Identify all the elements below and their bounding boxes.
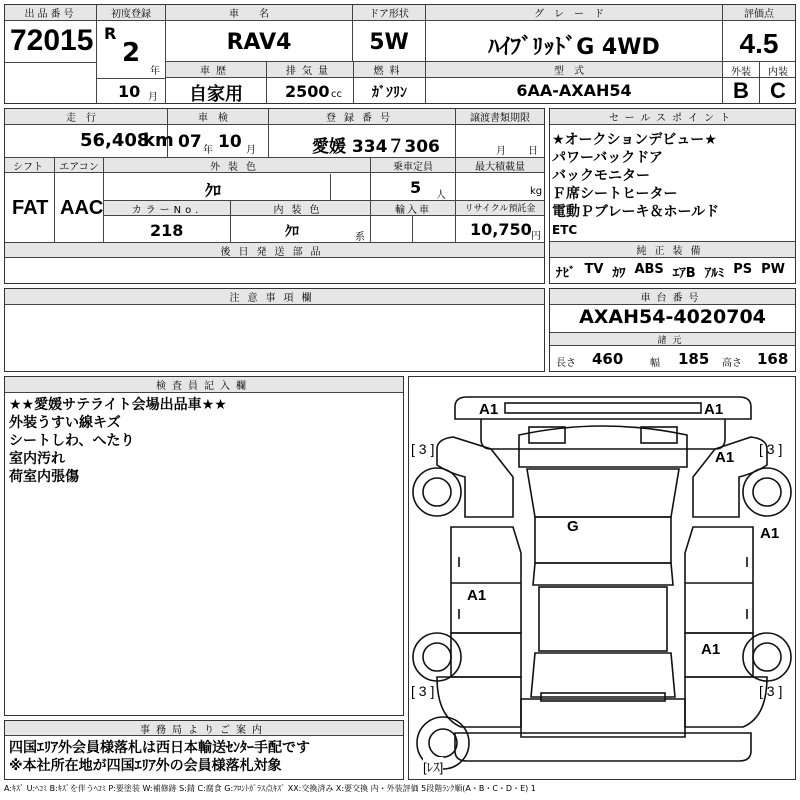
aircon-label: エアコン bbox=[55, 158, 103, 173]
era: R bbox=[104, 24, 117, 43]
specs-label: 諸元 bbox=[550, 332, 795, 346]
sales-points-label: セールスポイント bbox=[550, 109, 795, 125]
inspector-note: 室内汚れ bbox=[9, 451, 65, 467]
sales-point-item: ETC bbox=[552, 223, 578, 237]
damage-mark: G bbox=[567, 518, 579, 535]
car-name-label: 車名 bbox=[166, 5, 352, 21]
inspection-month-unit: 月 bbox=[246, 145, 256, 156]
sales-point-item: ★オークションデビュー★ bbox=[552, 132, 717, 148]
equipment-item: ﾅﾋﾞ bbox=[556, 266, 576, 281]
car-outline bbox=[409, 377, 795, 779]
office-label: 事務局よりご案内 bbox=[5, 721, 403, 736]
chassis-label: 車台番号 bbox=[550, 289, 795, 305]
damage-mark: A1 bbox=[701, 641, 721, 658]
capacity: 5 bbox=[410, 178, 422, 197]
damage-mark: A1 bbox=[715, 449, 735, 466]
exterior-label: 外装 bbox=[731, 67, 751, 78]
spare-tire-note: [ﾚｽ] bbox=[423, 757, 443, 776]
equipment-label: 純正装備 bbox=[550, 242, 795, 258]
sales-point-item: パワーバックドア bbox=[552, 150, 663, 166]
width-label: 幅 bbox=[650, 358, 660, 369]
chassis-number: AXAH54-4020704 bbox=[579, 306, 766, 328]
aircon: AAC bbox=[60, 197, 104, 219]
inspection-year: 07 bbox=[178, 132, 202, 152]
mileage-label: 走行 bbox=[5, 109, 167, 125]
equipment-item: PS bbox=[733, 262, 753, 277]
height: 168 bbox=[757, 350, 789, 368]
damage-mark: A1 bbox=[760, 525, 780, 542]
damage-mark: A1 bbox=[479, 401, 499, 418]
tire-depth: [ 3 ] bbox=[411, 683, 435, 699]
history-label: 車歴 bbox=[166, 62, 266, 77]
transfer-label: 譲渡書類期限 bbox=[456, 109, 544, 125]
recycle-label: リサイクル預託金 bbox=[456, 201, 544, 216]
shift: FAT bbox=[12, 197, 49, 219]
recycle-unit: 円 bbox=[531, 231, 541, 242]
car-condition-diagram bbox=[408, 376, 796, 780]
inspector-note: シートしわ、へたり bbox=[9, 433, 135, 449]
capacity-unit: 人 bbox=[436, 190, 446, 201]
inspection-month: 10 bbox=[218, 132, 242, 152]
inspection-label: 車検 bbox=[168, 109, 268, 125]
grade: ﾊｲﾌﾞﾘｯﾄﾞG 4WD bbox=[488, 35, 660, 60]
lot-number: 72015 bbox=[10, 24, 94, 57]
equipment-item: ABS bbox=[634, 262, 664, 277]
month-unit: 月 bbox=[148, 92, 158, 103]
equipment-item: PW bbox=[761, 262, 785, 277]
int-color: ｸﾛ bbox=[285, 224, 299, 240]
interior-label: 内装 bbox=[768, 67, 788, 78]
fuel: ｶﾞｿﾘﾝ bbox=[372, 85, 407, 101]
lot-label: 出品番号 bbox=[5, 5, 96, 21]
later-parts-label: 後日発送部品 bbox=[5, 243, 544, 258]
int-color-label: 内装色 bbox=[231, 201, 370, 216]
color-no: 218 bbox=[150, 221, 184, 240]
ext-color-label: 外装色 bbox=[104, 158, 370, 173]
inspection-year-unit: 年 bbox=[203, 145, 213, 156]
max-load-label: 最大積載量 bbox=[456, 158, 544, 173]
score-label: 評価点 bbox=[723, 5, 795, 21]
model: 6AA-AXAH54 bbox=[516, 81, 632, 100]
displacement-unit: cc bbox=[331, 89, 342, 100]
recycle: 10,750 bbox=[470, 220, 532, 239]
max-load-unit: kg bbox=[530, 186, 543, 197]
ext-color: ｸﾛ bbox=[205, 181, 222, 200]
tire-depth: [ 3 ] bbox=[411, 441, 435, 457]
transfer-month-unit: 月 bbox=[496, 146, 506, 157]
car-name: RAV4 bbox=[226, 30, 292, 55]
damage-mark: A1 bbox=[704, 401, 724, 418]
door-label: ドア形状 bbox=[353, 5, 425, 21]
sales-point-item: Ｆ席シートヒーター bbox=[552, 186, 678, 202]
inspector-label: 検査員記入欄 bbox=[5, 377, 403, 393]
length-label: 長さ bbox=[556, 358, 576, 369]
mileage-unit: km bbox=[143, 130, 174, 151]
sales-points-list bbox=[552, 131, 719, 239]
office-note: ※本社所在地が四国ｴﾘｱ外の会員様落札対象 bbox=[9, 758, 282, 774]
door: 5W bbox=[369, 30, 409, 55]
equipment-list bbox=[556, 262, 785, 281]
displacement: 2500 bbox=[285, 82, 330, 101]
transfer-day-unit: 日 bbox=[528, 146, 538, 157]
reg-month: 10 bbox=[118, 82, 141, 101]
height-label: 高さ bbox=[722, 358, 742, 369]
inspector-note: ★★愛媛サテライト会場出品車★★ bbox=[9, 397, 227, 413]
displacement-label: 排気量 bbox=[267, 62, 353, 77]
fuel-label: 燃料 bbox=[354, 62, 425, 77]
legend-text: A:ｷｽﾞ U:ﾍｺﾐ B:ｷｽﾞを伴うﾍｺﾐ P:要塗装 W:補修跡 S:錆 C:腐食 G:ﾌﾛﾝﾄｶﾞﾗｽ点ｷｽﾞ XX:交換済み X:要交換 内・外装評価 5段階ﾗﾝｸ順(A・B・C・D・E) 1 bbox=[4, 784, 536, 793]
shift-label: シフト bbox=[5, 158, 54, 173]
inspector-note: 荷室内張傷 bbox=[9, 469, 79, 485]
tire-depth: [ 3 ] bbox=[759, 441, 783, 457]
exterior-grade: B bbox=[733, 78, 749, 103]
sales-point-item: 電動Ｐブレーキ＆ホールド bbox=[552, 204, 720, 220]
reg-year: 2 bbox=[122, 38, 141, 68]
registration-label: 登録番号 bbox=[269, 109, 455, 125]
first-reg-label: 初度登録 bbox=[97, 5, 165, 21]
tire-depth: [ 3 ] bbox=[759, 683, 783, 699]
caution-label: 注意事項欄 bbox=[5, 289, 544, 305]
width: 185 bbox=[678, 350, 710, 368]
score: 4.5 bbox=[739, 28, 779, 59]
office-notes bbox=[9, 739, 310, 775]
int-color-unit: 系 bbox=[355, 232, 365, 243]
history: 自家用 bbox=[189, 84, 243, 105]
office-note: 四国ｴﾘｱ外会員様落札は西日本輸送ｾﾝﾀｰ手配です bbox=[9, 740, 310, 756]
color-no-label: カラーNo. bbox=[104, 201, 230, 216]
damage-mark: A1 bbox=[467, 587, 487, 604]
inspector-notes bbox=[9, 396, 227, 486]
sales-point-item: バックモニター bbox=[552, 168, 650, 184]
grade-label: グレード bbox=[426, 5, 722, 21]
equipment-item: ｱﾙﾐ bbox=[704, 266, 725, 281]
equipment-item: ｶﾜ bbox=[612, 266, 626, 281]
import-label: 輸入車 bbox=[371, 201, 455, 216]
interior-grade: C bbox=[770, 78, 786, 103]
year-unit: 年 bbox=[150, 66, 160, 77]
model-label: 型式 bbox=[426, 62, 722, 77]
equipment-item: ｴｱB bbox=[672, 266, 696, 281]
mileage: 56,408 bbox=[80, 130, 150, 151]
inspector-note: 外装うすい線キズ bbox=[9, 415, 121, 431]
length: 460 bbox=[592, 350, 624, 368]
registration: 愛媛 334７306 bbox=[312, 137, 440, 157]
capacity-label: 乗車定員 bbox=[371, 158, 455, 173]
equipment-item: TV bbox=[584, 262, 604, 277]
